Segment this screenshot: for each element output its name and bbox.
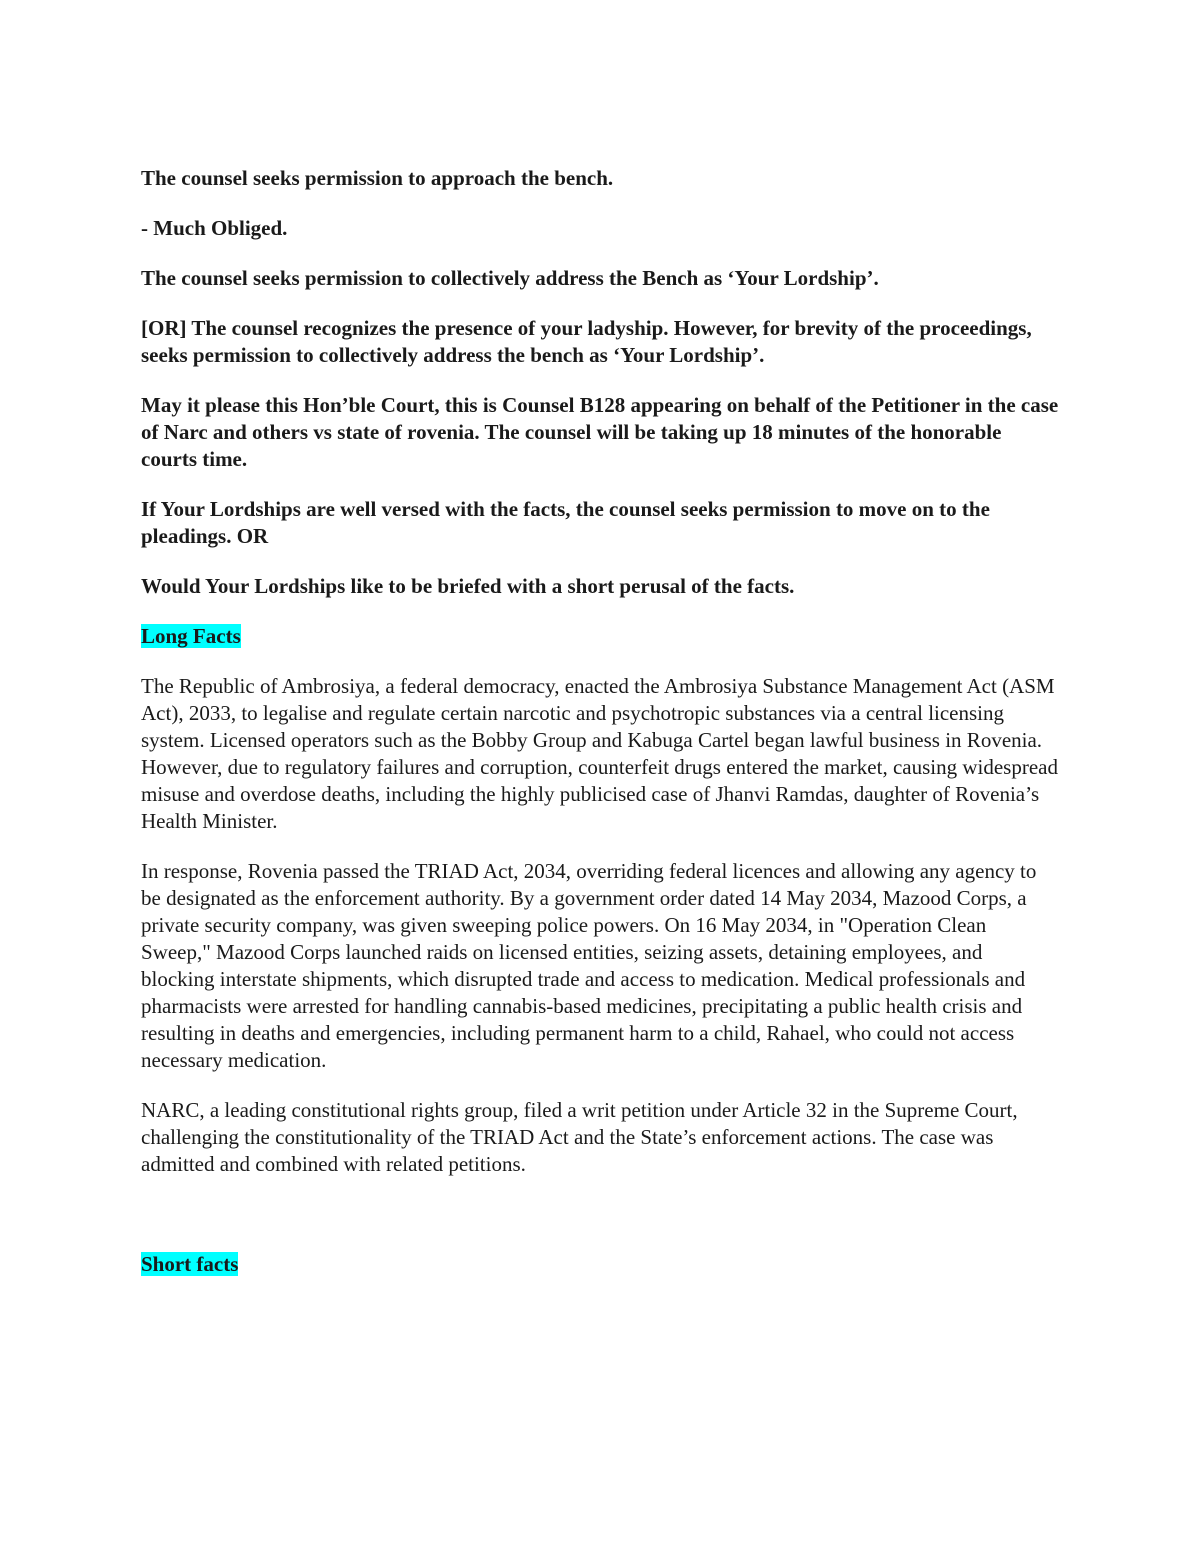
long-facts-heading xyxy=(141,623,1061,650)
intro-paragraph-ladyship: [OR] The counsel recognizes the presence of your ladyship. However, for brevity of the proceedings, seeks permission to collectively address the bench as ‘Your Lordship’. xyxy=(141,316,1032,367)
intro-paragraph-approach: The counsel seeks permission to approach the bench. xyxy=(141,166,614,190)
intro-paragraph-appearance: May it please this Hon’ble Court, this is Counsel B128 appearing on behalf of the Petitioner in the case of Narc and others vs state of rovenia. The counsel will be taking up 18 minutes of the honorable courts time. xyxy=(141,393,1059,471)
intro-paragraph-address: The counsel seeks permission to collectively address the Bench as ‘Your Lordship’. xyxy=(141,266,879,290)
intro-paragraph-brief: Would Your Lordships like to be briefed with a short perusal of the facts. xyxy=(141,574,795,598)
long-facts-paragraph: NARC, a leading constitutional rights group, filed a writ petition under Article 32 in the Supreme Court, challenging the constitutionality of the TRIAD Act and the State’s enforcement actions. The case was admitted and combined with related petitions. xyxy=(141,1098,1018,1176)
document-page xyxy=(141,165,1061,1301)
intro-paragraph-facts-versed: If Your Lordships are well versed with the facts, the counsel seeks permission to move on to the pleadings. OR xyxy=(141,497,990,548)
short-facts-heading xyxy=(141,1251,1061,1278)
short-facts-heading-text: Short facts xyxy=(141,1252,239,1276)
long-facts-heading-text: Long Facts xyxy=(141,624,241,648)
long-facts-paragraph: The Republic of Ambrosiya, a federal democracy, enacted the Ambrosiya Substance Management Act (ASM Act), 2033, to legalise and regulate certain narcotic and psychotropic substances via a central licensing system. Licensed operators such as the Bobby Group and Kabuga Cartel began lawful business in Rovenia. However, due to regulatory failures and corruption, counterfeit drugs entered the market, causing widespread misuse and overdose deaths, including the highly publicised case of Jhanvi Ramdas, daughter of Rovenia’s Health Minister. xyxy=(141,674,1058,833)
long-facts-paragraph: In response, Rovenia passed the TRIAD Act, 2034, overriding federal licences and allowing any agency to be designated as the enforcement authority. By a government order dated 14 May 2034, Mazood Corps, a private security company, was given sweeping police powers. On 16 May 2034, in "Operation Clean Sweep," Mazood Corps launched raids on licensed entities, seizing assets, detaining employees, and blocking interstate shipments, which disrupted trade and access to medication. Medical professionals and pharmacists were arrested for handling cannabis-based medicines, precipitating a public health crisis and resulting in deaths and emergencies, including permanent harm to a child, Rahael, who could not access necessary medication. xyxy=(141,859,1037,1072)
intro-paragraph-obliged: - Much Obliged. xyxy=(141,216,288,240)
